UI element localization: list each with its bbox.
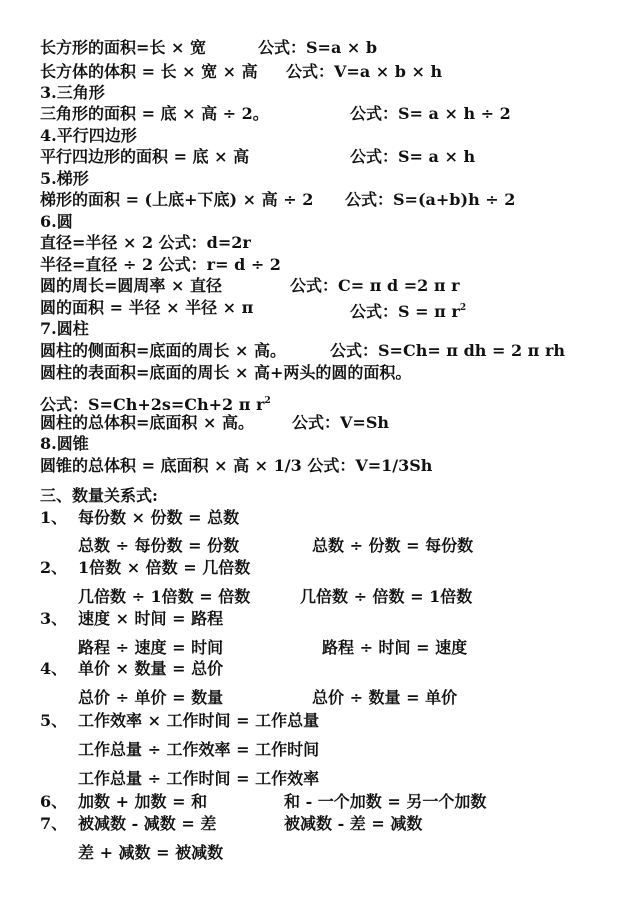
formula-text: 公式：S=(a+b)h ÷ 2 bbox=[345, 190, 516, 209]
relation-text: 加数 + 加数 = 和 bbox=[78, 792, 208, 811]
relation-text: 速度 × 时间 = 路程 bbox=[78, 609, 224, 628]
formula-text: 公式：S=Ch= π dh = 2 π rh bbox=[330, 341, 566, 360]
relation-text: 几倍数 ÷ 1倍数 = 倍数 bbox=[78, 587, 251, 606]
text-line: 长方形的面积=长 × 宽 bbox=[40, 38, 206, 57]
formula-text: 公式：V=a × b × h bbox=[286, 62, 443, 81]
formula-text: 公式：S= a × h ÷ 2 bbox=[350, 104, 511, 123]
relation-text: 1倍数 × 倍数 = 几倍数 bbox=[78, 558, 251, 577]
text-line: 半径=直径 ÷ 2 公式：r= d ÷ 2 bbox=[40, 255, 281, 274]
section-heading: 4.平行四边形 bbox=[40, 126, 137, 145]
relation-text: 总价 ÷ 数量 = 单价 bbox=[312, 688, 458, 707]
formula-text: 公式：S=a × b bbox=[258, 38, 378, 57]
formula-text: 公式：V=Sh bbox=[292, 413, 390, 432]
text-line: 梯形的面积 = (上底+下底) × 高 ÷ 2 bbox=[40, 190, 314, 209]
relation-text: 路程 ÷ 速度 = 时间 bbox=[78, 638, 224, 657]
text-line: 圆锥的总体积 = 底面积 × 高 × 1/3 公式：V=1/3Sh bbox=[40, 456, 433, 475]
relation-text: 和 - 一个加数 = 另一个加数 bbox=[284, 792, 487, 811]
text-line: 圆的面积 = 半径 × 半径 × π bbox=[40, 298, 254, 317]
formula-text: 公式：S= a × h bbox=[350, 147, 476, 166]
item-number: 3、 bbox=[40, 609, 68, 628]
item-number: 6、 bbox=[40, 792, 68, 811]
text-line: 直径=半径 × 2 公式：d=2r bbox=[40, 233, 251, 252]
text-line: 平行四边形的面积 = 底 × 高 bbox=[40, 147, 250, 166]
formula-text: 公式：S=Ch+2s=Ch+2 π $r^2$ bbox=[40, 395, 271, 414]
text-line: 圆的周长=圆周率 × 直径 bbox=[40, 276, 222, 295]
item-number: 7、 bbox=[40, 814, 68, 833]
relation-text: 工作总量 ÷ 工作效率 = 工作时间 bbox=[78, 740, 320, 759]
text-line: 圆柱的总体积=底面积 × 高。 bbox=[40, 413, 254, 432]
section-heading: 6.圆 bbox=[40, 212, 73, 231]
relation-text: 总价 ÷ 单价 = 数量 bbox=[78, 688, 224, 707]
section-heading: 三、数量关系式: bbox=[40, 486, 158, 505]
text-line: 圆柱的表面积=底面的周长 × 高+两头的圆的面积。 bbox=[40, 363, 412, 382]
relation-text: 总数 ÷ 份数 = 每份数 bbox=[312, 536, 474, 555]
item-number: 5、 bbox=[40, 711, 68, 730]
section-heading: 8.圆锥 bbox=[40, 434, 89, 453]
relation-text: 单价 × 数量 = 总价 bbox=[78, 659, 224, 678]
relation-text: 被减数 - 差 = 减数 bbox=[284, 814, 423, 833]
section-heading: 7.圆柱 bbox=[40, 319, 89, 338]
relation-text: 工作效率 × 工作时间 = 工作总量 bbox=[78, 711, 320, 730]
relation-text: 工作总量 ÷ 工作时间 = 工作效率 bbox=[78, 769, 320, 788]
text-line: 三角形的面积 = 底 × 高 ÷ 2。 bbox=[40, 104, 269, 123]
relation-text: 路程 ÷ 时间 = 速度 bbox=[322, 638, 468, 657]
relation-text: 总数 ÷ 每份数 = 份数 bbox=[78, 536, 240, 555]
section-heading: 3.三角形 bbox=[40, 83, 105, 102]
section-heading: 5.梯形 bbox=[40, 169, 89, 188]
relation-text: 差 + 减数 = 被减数 bbox=[78, 843, 224, 862]
text-line: 圆柱的侧面积=底面的周长 × 高。 bbox=[40, 341, 286, 360]
relation-text: 每份数 × 份数 = 总数 bbox=[78, 508, 240, 527]
item-number: 1、 bbox=[40, 508, 68, 527]
item-number: 4、 bbox=[40, 659, 68, 678]
relation-text: 被减数 - 减数 = 差 bbox=[78, 814, 217, 833]
text-line: 长方体的体积 = 长 × 宽 × 高 bbox=[40, 62, 258, 81]
relation-text: 几倍数 ÷ 倍数 = 1倍数 bbox=[300, 587, 473, 606]
formula-text: 公式：S = π $r^2$ bbox=[350, 302, 467, 321]
item-number: 2、 bbox=[40, 558, 68, 577]
formula-text: 公式：C= π d =2 π r bbox=[290, 276, 460, 295]
